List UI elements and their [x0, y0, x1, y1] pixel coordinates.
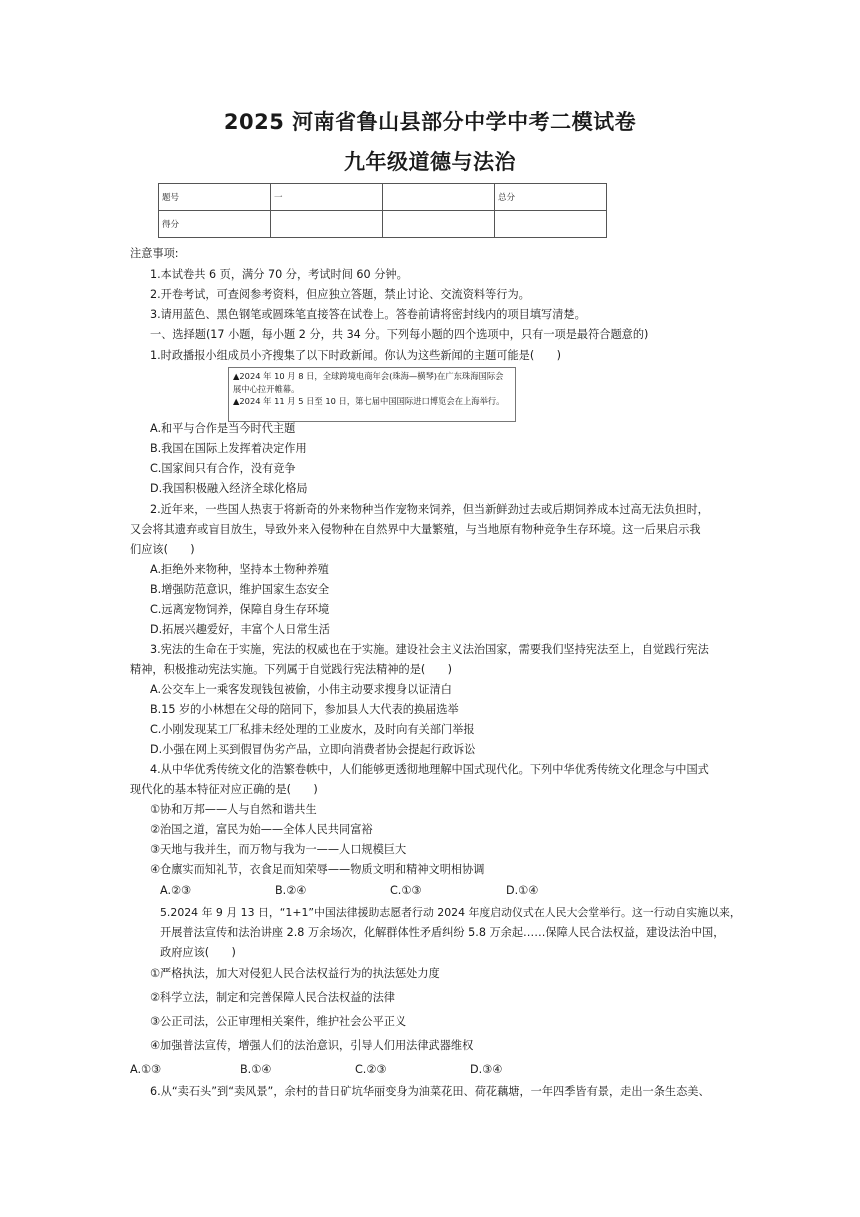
- statement-item: ③公正司法，公正审理相关案件，维护社会公平正义: [150, 1015, 407, 1028]
- table-cell: 总分: [495, 184, 607, 211]
- option: A.②③: [160, 884, 192, 897]
- question-stem: 6.从“卖石头”到“卖风景”，余村的昔日矿坑华丽变身为油菜花田、荷花藕塘，一年四季皆有景，走出一条生态美、: [150, 1085, 710, 1098]
- option: A.公交车上一乘客发现钱包被偷，小伟主动要求搜身以证清白: [150, 683, 452, 696]
- statement-item: ②治国之道，富民为始——全体人民共同富裕: [150, 823, 373, 836]
- table-cell: [271, 211, 383, 238]
- notice-item: 2.开卷考试，可查阅参考资料，但应独立答题，禁止讨论、交流资料等行为。: [150, 288, 530, 301]
- exam-subtitle: 九年级道德与法治: [344, 150, 516, 174]
- question-stem: 现代化的基本特征对应正确的是( ): [130, 783, 318, 796]
- question-stem: 开展普法宣传和法治讲座 2.8 万余场次，化解群体性矛盾纠纷 5.8 万余起……保障人民合法权益，建设法治中国，: [160, 926, 725, 939]
- option: D.①④: [506, 884, 539, 897]
- statement-item: ①协和万邦——人与自然和谐共生: [150, 803, 317, 816]
- notice-heading: 注意事项:: [130, 247, 179, 260]
- notice-item: 1.本试卷共 6 页，满分 70 分，考试时间 60 分钟。: [150, 268, 408, 281]
- question-stem: 政府应该( ): [160, 946, 236, 959]
- option: A.①③: [130, 1063, 162, 1076]
- option: A.拒绝外来物种，坚持本土物种养殖: [150, 563, 329, 576]
- option: C.②③: [355, 1063, 387, 1076]
- option: D.小强在网上买到假冒伪劣产品，立即向消费者协会提起行政诉讼: [150, 743, 476, 756]
- table-cell: 一: [271, 184, 383, 211]
- news-item: ▲2024 年 10 月 8 日，全球跨境电商年会(珠海—横琴)在广东珠海国际会展中心拉开帷幕。: [233, 371, 504, 394]
- table-cell: [383, 184, 495, 211]
- option: B.①④: [240, 1063, 272, 1076]
- news-box: [228, 367, 516, 422]
- option: D.拓展兴趣爱好，丰富个人日常生活: [150, 623, 330, 636]
- question-stem: 们应该( ): [130, 543, 195, 556]
- option: D.我国积极融入经济全球化格局: [150, 482, 308, 495]
- option: A.和平与合作是当今时代主题: [150, 422, 296, 435]
- exam-title: 2025 河南省鲁山县部分中学中考二模试卷: [223, 110, 637, 134]
- table-cell: [495, 211, 607, 238]
- statement-item: ④仓廪实而知礼节，衣食足而知荣辱——物质文明和精神文明相协调: [150, 863, 485, 876]
- option: D.③④: [470, 1063, 503, 1076]
- option: B.15 岁的小林想在父母的陪同下，参加县人大代表的换届选举: [150, 703, 459, 716]
- question-stem: 1.时政播报小组成员小齐搜集了以下时政新闻。你认为这些新闻的主题可能是( ): [150, 349, 561, 362]
- option: B.我国在国际上发挥着决定作用: [150, 442, 307, 455]
- statement-item: ③天地与我并生，而万物与我为一——人口规模巨大: [150, 843, 407, 856]
- score-table: [158, 183, 607, 238]
- option: C.①③: [390, 884, 422, 897]
- option: B.增强防范意识，维护国家生态安全: [150, 583, 330, 596]
- option: C.国家间只有合作，没有竞争: [150, 462, 296, 475]
- statement-item: ②科学立法，制定和完善保障人民合法权益的法律: [150, 991, 395, 1004]
- question-stem: 2.近年来，一些国人热衷于将新奇的外来物种当作宠物来饲养，但当新鲜劲过去或后期饲养成本过高无法负担时，: [150, 503, 709, 516]
- question-stem: 3.宪法的生命在于实施，宪法的权威也在于实施。建设社会主义法治国家，需要我们坚持宪法至上，自觉践行宪法: [150, 643, 709, 656]
- score-table-row: [159, 211, 607, 238]
- table-cell: [383, 211, 495, 238]
- option: C.远离宠物饲养，保障自身生存环境: [150, 603, 330, 616]
- question-stem: 精神，积极推动宪法实施。下列属于自觉践行宪法精神的是( ): [130, 663, 452, 676]
- score-table-row: [159, 184, 607, 211]
- statement-item: ①严格执法，加大对侵犯人民合法权益行为的执法惩处力度: [150, 967, 440, 980]
- news-item: ▲2024 年 11 月 5 日至 10 日，第七届中国国际进口博览会在上海举行。: [233, 396, 505, 406]
- option: B.②④: [275, 884, 307, 897]
- question-stem: 5.2024 年 9 月 13 日，“1+1”中国法律援助志愿者行动 2024 年度启动仪式在人民大会堂举行。这一行动自实施以来，: [160, 906, 741, 919]
- section-heading: 一、选择题(17 小题，每小题 2 分，共 34 分。下列每小题的四个选项中，只有一项是最符合题意的): [150, 328, 649, 341]
- option: C.小刚发现某工厂私排未经处理的工业废水，及时向有关部门举报: [150, 723, 475, 736]
- question-stem: 4.从中华优秀传统文化的浩繁卷帙中，人们能够更透彻地理解中国式现代化。下列中华优秀传统文化理念与中国式: [150, 763, 709, 776]
- question-stem: 又会将其遗弃或盲目放生，导致外来入侵物种在自然界中大量繁殖，与当地原有物种竞争生存环境。这一后果启示我: [130, 523, 701, 536]
- notice-item: 3.请用蓝色、黑色钢笔或圆珠笔直接答在试卷上。答卷前请将密封线内的项目填写清楚。: [150, 308, 586, 321]
- table-cell: 题号: [159, 184, 271, 211]
- table-cell: 得分: [159, 211, 271, 238]
- statement-item: ④加强普法宣传，增强人们的法治意识，引导人们用法律武器维权: [150, 1039, 474, 1052]
